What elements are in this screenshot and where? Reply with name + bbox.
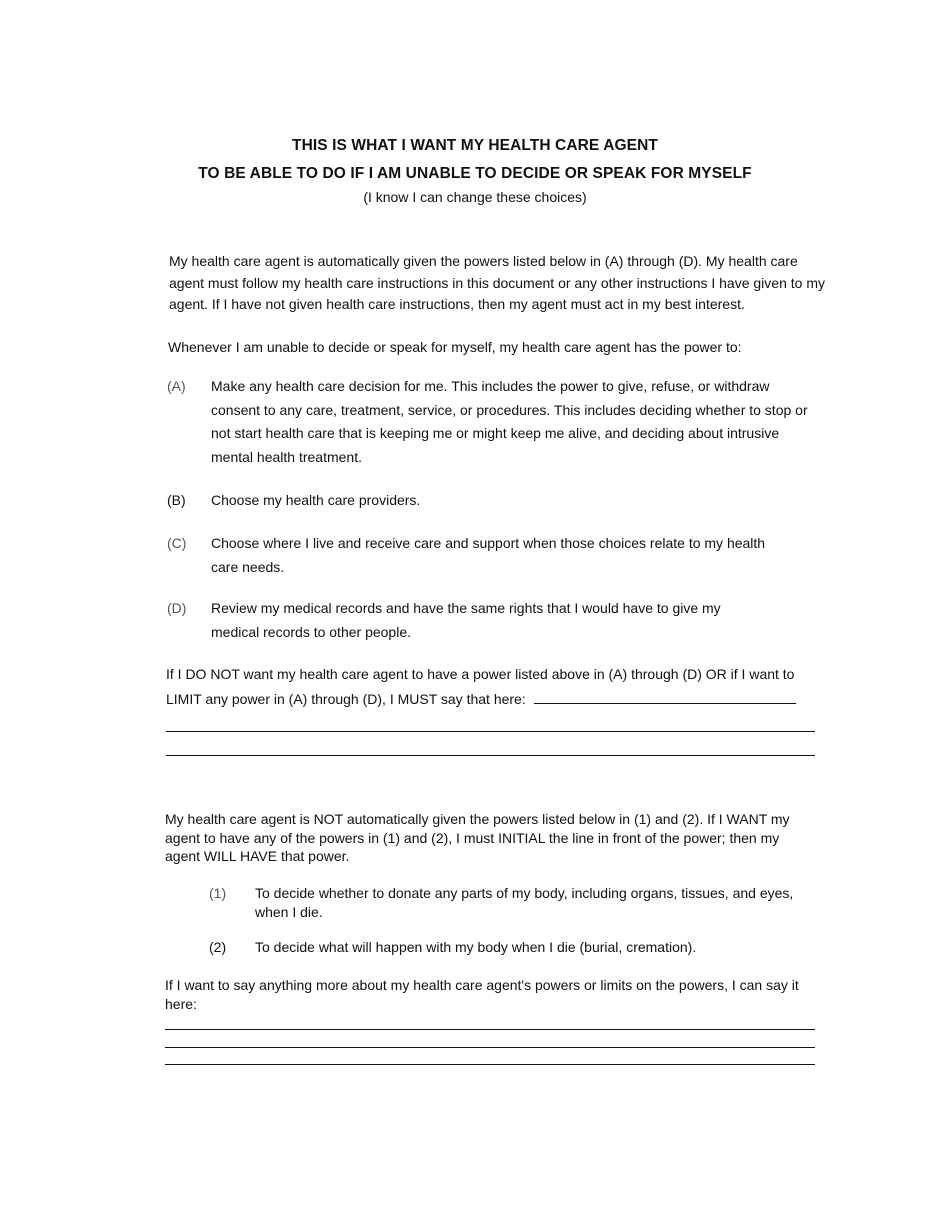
- power-a-label: (A): [167, 378, 186, 394]
- power-d-label: (D): [167, 600, 187, 616]
- additional-write-in-line-2[interactable]: [165, 1047, 815, 1048]
- page-title-line-2: TO BE ABLE TO DO IF I AM UNABLE TO DECIDE OR SPEAK FOR MYSELF: [198, 165, 752, 182]
- additional-write-in-line-1[interactable]: [165, 1029, 815, 1030]
- limit-instruction-line-1: If I DO NOT want my health care agent to have a power listed above in (A) through (D) OR if I want to: [166, 666, 795, 682]
- additional-write-in-line-3[interactable]: [165, 1064, 815, 1065]
- limit-instruction-text: LIMIT any power in (A) through (D), I MUST say that here:: [166, 691, 526, 707]
- optional-power-1-text: To decide whether to donate any parts of my body, including organs, tissues, and eyes, when I die.: [255, 885, 794, 920]
- limit-write-in-line-3[interactable]: [166, 755, 815, 756]
- limit-write-in-line-2[interactable]: [166, 731, 815, 732]
- intro-paragraph: My health care agent is automatically given the powers listed below in (A) through (D). My health care agent must follow my health care instructions in this document or any other instructions I have given to my agent. If I have not given health care instructions, then my agent must act in my best interest.: [169, 253, 825, 312]
- powers-lead-in: Whenever I am unable to decide or speak for myself, my health care agent has the power to:: [168, 339, 742, 355]
- power-a-text: Make any health care decision for me. This includes the power to give, refuse, or withdraw consent to any care, treatment, service, or procedures. This includes deciding whether to stop or not start health care that is keeping me or might keep me alive, and deciding about intrusive mental health treatment.: [211, 378, 808, 465]
- limit-instruction-line-2: [166, 689, 796, 711]
- optional-power-2-text: To decide what will happen with my body when I die (burial, cremation).: [255, 939, 697, 955]
- power-d-text: Review my medical records and have the same rights that I would have to give my medical records to other people.: [211, 600, 721, 640]
- page-subtitle: (I know I can change these choices): [363, 189, 587, 205]
- power-b-text: Choose my health care providers.: [211, 492, 421, 508]
- additional-instructions-text: If I want to say anything more about my health care agent's powers or limits on the powers, I can say it here:: [165, 977, 799, 1012]
- optional-powers-paragraph: My health care agent is NOT automatically given the powers listed below in (1) and (2). If I WANT my agent to have any of the powers in (1) and (2), I must INITIAL the line in front of the power; then my agent WILL HAVE that power.: [165, 811, 790, 864]
- power-c-label: (C): [167, 535, 187, 551]
- optional-power-1-label: (1): [209, 885, 227, 901]
- limit-write-in-field[interactable]: [534, 703, 796, 704]
- power-c-text: Choose where I live and receive care and support when those choices relate to my health care needs.: [211, 535, 766, 575]
- optional-power-2-label: (2): [209, 939, 227, 955]
- page-title-line-1: THIS IS WHAT I WANT MY HEALTH CARE AGENT: [292, 137, 658, 154]
- power-b-label: (B): [167, 492, 186, 508]
